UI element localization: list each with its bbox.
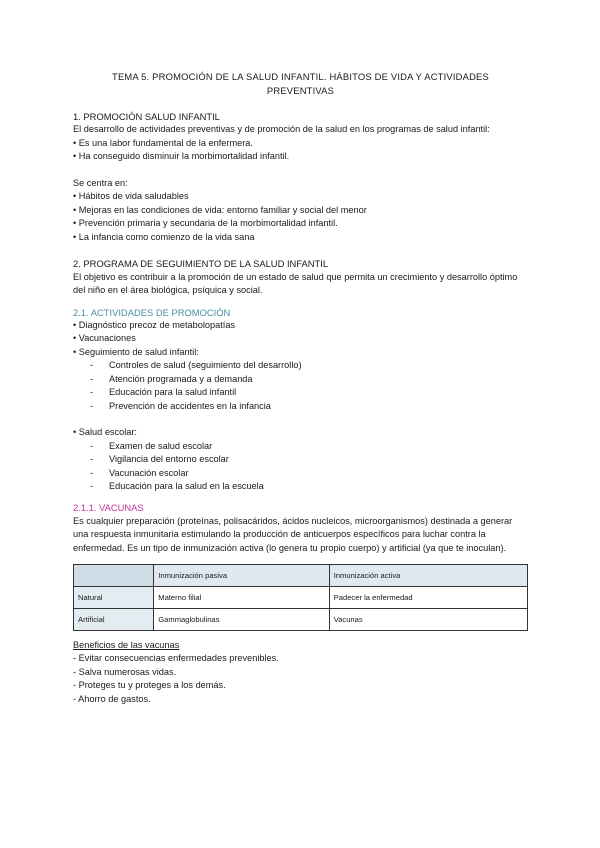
- sub-list-item: [73, 453, 528, 466]
- sub-list-item-text: Atención programada y a demanda: [109, 373, 253, 384]
- table-header-cell: Inmunización pasiva: [154, 564, 329, 586]
- table-row: [74, 586, 528, 608]
- section-2-1-1-heading: 2.1.1. VACUNAS: [73, 502, 144, 514]
- sub-list-item: [73, 373, 528, 386]
- list-item: • Hábitos de vida saludables: [73, 191, 189, 202]
- section-1-heading: 1. PROMOCIÓN SALUD INFANTIL: [73, 111, 220, 122]
- table-cell: Vacunas: [329, 608, 527, 630]
- table-cell: Padecer la enfermedad: [329, 586, 527, 608]
- list-item: • Prevención primaria y secundaria de la morbimortalidad infantil.: [73, 218, 338, 229]
- table-cell: Materno filial: [154, 586, 329, 608]
- table-cell: Natural: [74, 586, 154, 608]
- sub-list-item: [73, 467, 528, 480]
- table-cell: Gammaglobulinas: [154, 608, 329, 630]
- document-page: [73, 70, 528, 706]
- table-header-row: [74, 564, 528, 586]
- table-cell: Artificial: [74, 608, 154, 630]
- section-1-intro: El desarrollo de actividades preventivas y de promoción de la salud en los programas de salud infantil:: [73, 124, 490, 135]
- dash-marker: -: [90, 400, 94, 411]
- dash-marker: -: [90, 467, 94, 478]
- sub-list-item: [73, 386, 528, 399]
- list-item: • Diagnóstico precoz de metabolopatías: [73, 320, 236, 331]
- dash-marker: -: [90, 387, 94, 398]
- sub-list-item: [73, 359, 528, 372]
- sub-list-item-text: Vigilancia del entorno escolar: [109, 454, 229, 465]
- list-item: - Evitar consecuencias enfermedades prevenibles.: [73, 653, 279, 664]
- list-item: • Seguimiento de salud infantil:: [73, 346, 199, 357]
- list-item: - Ahorro de gastos.: [73, 693, 151, 704]
- dash-marker: -: [90, 480, 94, 491]
- sub-list-item: [73, 400, 528, 413]
- table-header-cell: [74, 564, 154, 586]
- sub-list-item: [73, 440, 528, 453]
- list-item: - Proteges tu y proteges a los demás.: [73, 680, 226, 691]
- list-item: • Es una labor fundamental de la enfermera.: [73, 137, 253, 148]
- document-title: TEMA 5. PROMOCIÓN DE LA SALUD INFANTIL. HÁBITOS DE VIDA Y ACTIVIDADES PREVENTIVAS: [112, 71, 489, 96]
- list-item: - Salva numerosas vidas.: [73, 666, 177, 677]
- section-2-heading: 2. PROGRAMA DE SEGUIMIENTO DE LA SALUD INFANTIL: [73, 258, 329, 270]
- centra-label: Se centra en:: [73, 178, 128, 189]
- dash-marker: -: [90, 440, 94, 451]
- list-item: • La infancia como comienzo de la vida sana: [73, 231, 255, 242]
- sub-list-item-text: Controles de salud (seguimiento del desarrollo): [109, 360, 302, 371]
- dash-marker: -: [90, 454, 94, 465]
- section-2-1-1-intro: Es cualquier preparación (proteínas, polisacáridos, ácidos nucleicos, microorganismos) destinada a generar una respuesta inmunitaria estimulando la producción de anticuerpos específicos para luchar contra la enfermedad. Es un tipo de inmunización activa (lo genera tu propio cuerpo) y artificial (ya que te inoculan).: [73, 515, 513, 553]
- sub-list-item-text: Examen de salud escolar: [109, 440, 213, 451]
- section-2-intro: El objetivo es contribuir a la promoción de un estado de salud que permita un crecimiento y desarrollo óptimo del niño en el área biológica, psíquica y social.: [73, 271, 518, 296]
- section-2-1-heading: 2.1. ACTIVIDADES DE PROMOCIÓN: [73, 306, 231, 318]
- beneficios-heading: Beneficios de las vacunas: [73, 639, 180, 650]
- sub-list-item: [73, 480, 528, 493]
- dash-marker: -: [90, 373, 94, 384]
- list-item: • Ha conseguido disminuir la morbimortalidad infantil.: [73, 151, 290, 162]
- dash-marker: -: [90, 360, 94, 371]
- table-row: [74, 608, 528, 630]
- sub-list-item-text: Prevención de accidentes en la infancia: [109, 400, 271, 411]
- sub-list-item-text: Vacunación escolar: [109, 467, 189, 478]
- sub-list-item-text: Educación para la salud en la escuela: [109, 480, 264, 491]
- table-header-cell: Inmunización activa: [329, 564, 527, 586]
- escolar-label: • Salud escolar:: [73, 427, 137, 438]
- immunization-table: [73, 564, 528, 631]
- list-item: • Mejoras en las condiciones de vida: entorno familiar y social del menor: [73, 204, 367, 215]
- list-item: • Vacunaciones: [73, 333, 136, 344]
- sub-list-item-text: Educación para la salud infantil: [109, 387, 237, 398]
